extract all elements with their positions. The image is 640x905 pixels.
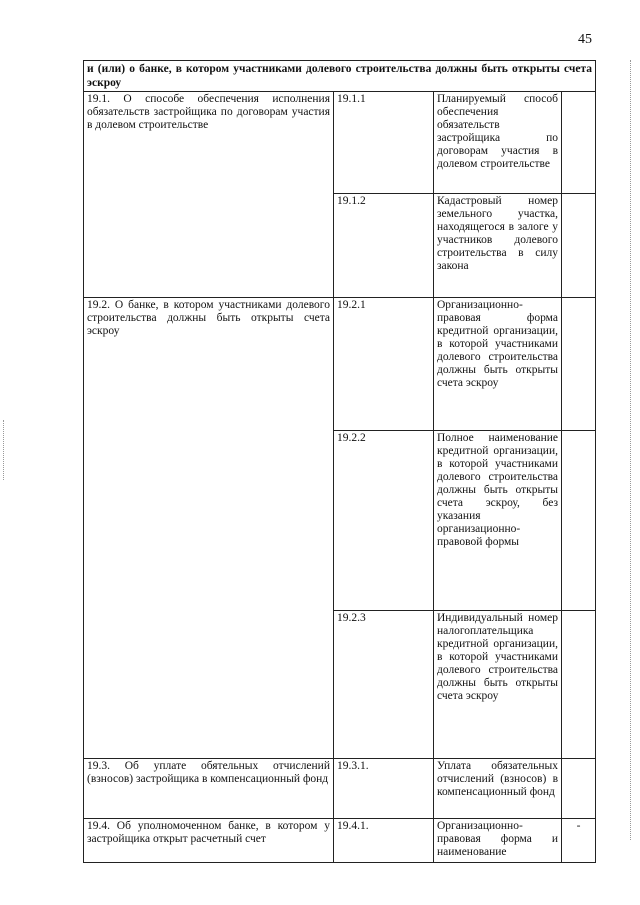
- table-header-row: [84, 61, 596, 92]
- row-description: Организационно-правовая форма кредитной организации, в которой участниками долевого строительства должны быть открыты счета эскроу: [434, 298, 562, 431]
- row-code: 19.2.1: [334, 298, 434, 431]
- row-description: Уплата обязательных отчислений (взносов) в компенсационный фонд: [434, 759, 562, 819]
- row-description: Организационно-правовая форма и наименование: [434, 819, 562, 863]
- row-code: 19.1.1: [334, 92, 434, 194]
- row-description: Полное наименование кредитной организации, в которой участниками долевого строительства должны быть открыты счета эскроу, без указания организационно-правовой формы: [434, 431, 562, 611]
- table-row: [84, 298, 596, 431]
- page-number: 45: [578, 32, 592, 47]
- section-header: и (или) о банке, в котором участниками долевого строительства должны быть открыты счета эскроу: [84, 61, 596, 92]
- row-value: [562, 92, 596, 194]
- row-description: Кадастровый номер земельного участка, находящегося в залоге у участников долевого строительства в силу закона: [434, 194, 562, 298]
- row-value: [562, 431, 596, 611]
- scan-artifact-left: [3, 420, 5, 480]
- disclosure-table: [83, 60, 596, 863]
- row-value: -: [562, 819, 596, 863]
- scan-artifact-right: [630, 60, 632, 840]
- row-code: 19.2.3: [334, 611, 434, 759]
- table-row: [84, 92, 596, 194]
- table-row: [84, 819, 596, 863]
- row-code: 19.2.2: [334, 431, 434, 611]
- row-description: Индивидуальный номер налогоплательщика кредитной организации, в которой участниками долевого строительства должны быть открыты счета эскроу: [434, 611, 562, 759]
- row-value: [562, 759, 596, 819]
- row-value: [562, 298, 596, 431]
- section-title: 19.2. О банке, в котором участниками долевого строительства должны быть открыты счета эскроу: [84, 298, 334, 759]
- row-description: Планируемый способ обеспечения обязательств застройщика по договорам участия в долевом строительстве: [434, 92, 562, 194]
- row-value: [562, 611, 596, 759]
- row-code: 19.3.1.: [334, 759, 434, 819]
- section-title: 19.3. Об уплате обятельных отчислений (взносов) застройщика в компенсационный фонд: [84, 759, 334, 819]
- row-code: 19.4.1.: [334, 819, 434, 863]
- section-title: 19.4. Об уполномоченном банке, в котором у застройщика открыт расчетный счет: [84, 819, 334, 863]
- row-value: [562, 194, 596, 298]
- table-row: [84, 759, 596, 819]
- row-code: 19.1.2: [334, 194, 434, 298]
- section-title: 19.1. О способе обеспечения исполнения обязательств застройщика по договорам участия в долевом строительстве: [84, 92, 334, 298]
